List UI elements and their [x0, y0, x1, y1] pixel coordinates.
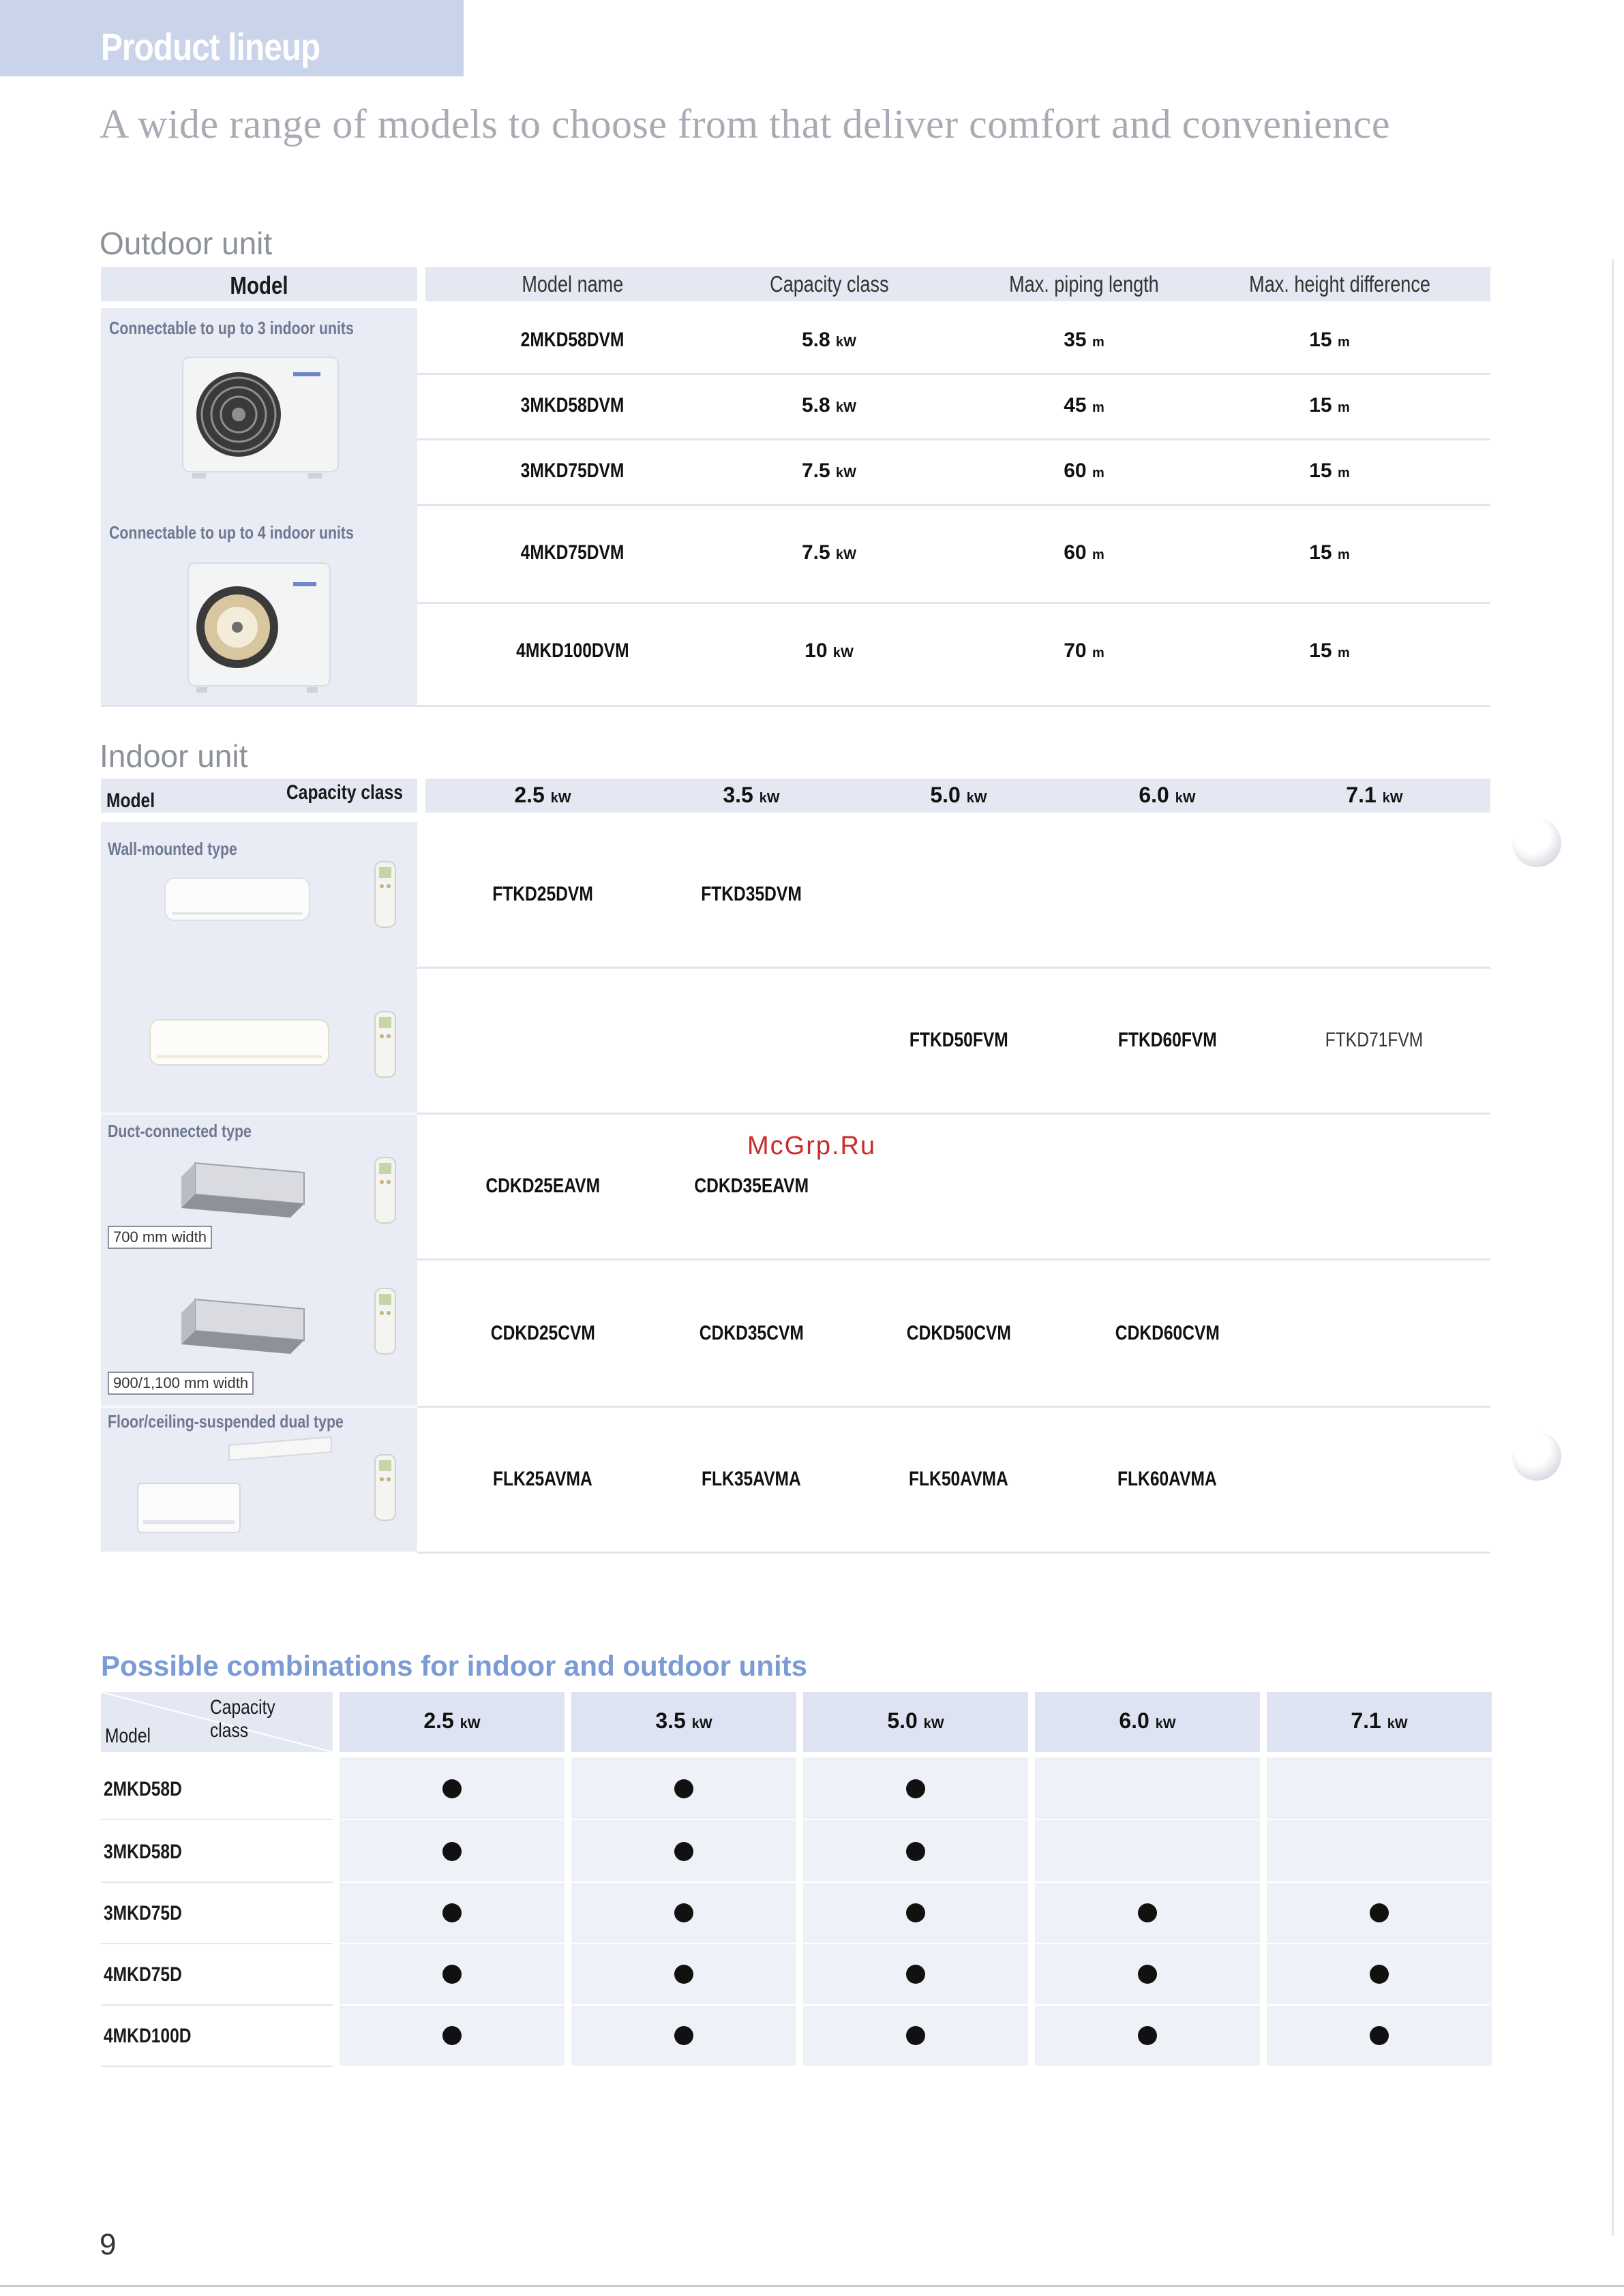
outdoor-model-name: 4MKD100DVM: [516, 639, 629, 662]
outdoor-unit-4-image: [184, 558, 334, 694]
combo-capacity-header: 2.5 kW: [423, 1708, 481, 1733]
duct-width-700-tag: 700 mm width: [108, 1226, 212, 1249]
outdoor-piping: 60 m: [1064, 541, 1104, 564]
compatible-dot: [906, 2026, 925, 2045]
category-divider: [101, 1113, 417, 1115]
combo-model-label: Model: [105, 1725, 151, 1747]
outdoor-model-name: 3MKD75DVM: [521, 459, 625, 482]
indoor-capacity-header: 6.0 kW: [1139, 783, 1196, 807]
col-height-header: Max. height difference: [1249, 271, 1430, 297]
category-divider: [101, 1406, 417, 1408]
indoor-model-name: FLK50AVMA: [909, 1468, 1008, 1490]
remote-controller-icon: [374, 1010, 397, 1078]
indoor-model-name: FLK35AVMA: [702, 1468, 801, 1490]
compatible-dot: [442, 1842, 462, 1861]
combo-model-label: 3MKD75D: [104, 1902, 182, 1924]
remote-controller-icon: [374, 1156, 397, 1224]
indoor-model-name: CDKD35EAVM: [694, 1175, 809, 1197]
compatible-dot: [1370, 2026, 1389, 2045]
compatible-dot: [674, 1903, 693, 1922]
col-piping-header: Max. piping length: [1009, 271, 1159, 297]
wall-unit-small-image: [162, 873, 312, 927]
row-divider: [417, 602, 1490, 604]
outdoor-height: 15 m: [1309, 394, 1350, 417]
group-3-units-label: Connectable to up to 3 indoor units: [109, 318, 354, 338]
row-divider: [101, 2066, 333, 2067]
col-capacity-header: Capacity class: [769, 271, 889, 297]
compatible-dot: [442, 1779, 462, 1798]
indoor-model-name: FTKD71FVM: [1325, 1029, 1424, 1051]
combo-capacity-label: Capacity class: [210, 1696, 275, 1742]
outdoor-height: 15 m: [1309, 329, 1350, 351]
row-divider: [417, 373, 1490, 375]
right-edge-line: [1612, 259, 1614, 2236]
indoor-capacity-header: 5.0 kW: [930, 783, 987, 807]
outdoor-capacity: 10 kW: [805, 639, 854, 662]
indoor-capacity-header: 2.5 kW: [514, 783, 571, 807]
duct-connected-label: Duct-connected type: [108, 1121, 252, 1141]
outdoor-model-header: Model: [230, 271, 288, 299]
indoor-model-name: FLK25AVMA: [493, 1468, 592, 1490]
row-divider: [417, 1552, 1490, 1554]
combo-model-label: 4MKD100D: [104, 2025, 192, 2047]
row-divider: [101, 1943, 333, 1944]
compatible-dot: [442, 1965, 462, 1984]
wall-mounted-label: Wall-mounted type: [108, 839, 237, 859]
combo-model-label: 4MKD75D: [104, 1963, 182, 1986]
compatible-dot: [906, 1903, 925, 1922]
compatible-dot: [906, 1965, 925, 1984]
compatible-dot: [1370, 1965, 1389, 1984]
remote-controller-icon: [374, 860, 397, 928]
indoor-model-name: CDKD25EAVM: [485, 1175, 600, 1197]
outdoor-capacity: 7.5 kW: [801, 541, 857, 564]
outdoor-capacity: 5.8 kW: [801, 329, 857, 351]
combo-corner-header: [101, 1692, 333, 1752]
floor-ceiling-unit-image: [134, 1432, 338, 1541]
duct-unit-700-image: [175, 1156, 311, 1224]
combo-model-label: 3MKD58D: [104, 1841, 182, 1863]
compatible-dot: [1370, 1903, 1389, 1922]
combo-capacity-header: 5.0 kW: [887, 1708, 944, 1733]
indoor-model-name: FTKD25DVM: [492, 883, 593, 905]
outdoor-model-name: 2MKD58DVM: [521, 329, 625, 351]
compatible-dot: [674, 1779, 693, 1798]
group-4-units-label: Connectable to up to 4 indoor units: [109, 522, 354, 543]
indoor-model-name: CDKD60CVM: [1115, 1322, 1220, 1344]
binder-hole: [1512, 818, 1561, 867]
watermark: McGrp.Ru: [747, 1132, 877, 1160]
outdoor-height: 15 m: [1309, 459, 1350, 482]
compatible-dot: [906, 1779, 925, 1798]
binder-hole: [1512, 1432, 1561, 1481]
compatible-dot: [674, 2026, 693, 2045]
remote-controller-icon: [374, 1453, 397, 1522]
outdoor-height: 15 m: [1309, 639, 1350, 662]
outdoor-height: 15 m: [1309, 541, 1350, 564]
indoor-capacity-label: Capacity class: [286, 781, 403, 804]
outdoor-piping: 60 m: [1064, 459, 1104, 482]
bottom-edge-line: [0, 2285, 1624, 2287]
col-model-name-header: Model name: [522, 271, 624, 297]
compatible-dot: [1138, 1903, 1157, 1922]
compatible-dot: [674, 1965, 693, 1984]
compatible-dot: [1138, 2026, 1157, 2045]
row-divider: [417, 1258, 1490, 1260]
duct-unit-900-image: [175, 1293, 311, 1361]
indoor-section-label: Indoor unit: [100, 738, 248, 774]
compatible-dot: [442, 1903, 462, 1922]
indoor-model-name: CDKD35CVM: [699, 1322, 804, 1344]
combo-model-label: 2MKD58D: [104, 1778, 182, 1800]
table-bottom-line: [101, 705, 1490, 707]
combo-capacity-header: 6.0 kW: [1119, 1708, 1176, 1733]
compatible-dot: [1138, 1965, 1157, 1984]
outdoor-capacity: 7.5 kW: [801, 459, 857, 482]
indoor-capacity-header: 3.5 kW: [723, 783, 780, 807]
row-divider: [101, 1882, 333, 1883]
compatible-dot: [442, 2026, 462, 2045]
compatible-dot: [906, 1842, 925, 1861]
indoor-model-name: CDKD25CVM: [490, 1322, 595, 1344]
indoor-model-name: FTKD60FVM: [1117, 1029, 1217, 1051]
outdoor-section-label: Outdoor unit: [100, 226, 273, 261]
combinations-title: Possible combinations for indoor and outdoor units: [101, 1650, 807, 1682]
outdoor-unit-3-image: [179, 349, 342, 483]
row-divider: [101, 2004, 333, 2006]
outdoor-piping: 70 m: [1064, 639, 1104, 662]
outdoor-model-name: 3MKD58DVM: [521, 394, 625, 417]
row-divider: [417, 504, 1490, 506]
row-divider: [417, 438, 1490, 440]
duct-width-900-tag: 900/1,100 mm width: [108, 1372, 254, 1395]
indoor-model-name: FTKD35DVM: [701, 883, 802, 905]
outdoor-model-name: 4MKD75DVM: [521, 541, 625, 564]
row-divider: [417, 967, 1490, 969]
page-number: 9: [100, 2228, 117, 2261]
outdoor-piping: 45 m: [1064, 394, 1104, 417]
page-header-title: Product lineup: [101, 25, 320, 68]
indoor-model-label: Model: [106, 789, 155, 812]
page-subtitle: A wide range of models to choose from that deliver comfort and convenience: [100, 102, 1391, 147]
indoor-model-name: FLK60AVMA: [1117, 1468, 1217, 1490]
combo-capacity-header: 3.5 kW: [655, 1708, 712, 1733]
row-divider: [417, 1406, 1490, 1408]
indoor-model-name: CDKD50CVM: [906, 1322, 1011, 1344]
outdoor-piping: 35 m: [1064, 329, 1104, 351]
outdoor-capacity: 5.8 kW: [801, 394, 857, 417]
row-divider: [101, 1819, 333, 1820]
compatible-dot: [674, 1842, 693, 1861]
combo-capacity-header: 7.1 kW: [1351, 1708, 1408, 1733]
indoor-capacity-header: 7.1 kW: [1346, 783, 1403, 807]
remote-controller-icon: [374, 1287, 397, 1355]
floor-ceiling-label: Floor/ceiling-suspended dual type: [108, 1411, 344, 1432]
row-divider: [417, 1113, 1490, 1115]
indoor-model-name: FTKD50FVM: [909, 1029, 1008, 1051]
wall-unit-large-image: [147, 1014, 331, 1072]
